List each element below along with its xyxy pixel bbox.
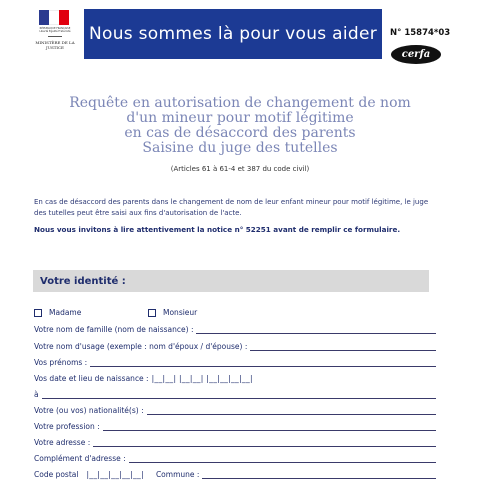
usage-name-row: [34, 341, 436, 351]
profession-label: Votre profession :: [34, 422, 100, 431]
madame-option[interactable]: [34, 308, 81, 317]
address-complement-row: [34, 453, 436, 463]
profession-row: [34, 421, 436, 431]
flag-red: [59, 10, 69, 25]
notice-text: Nous vous invitons à lire attentivement la notice n° 52251 avant de remplir ce formulaire.: [34, 225, 401, 234]
monsieur-option[interactable]: [148, 308, 197, 317]
ministry-name: MINISTÈRE DE LA JUSTICE: [35, 40, 75, 50]
postal-code-field[interactable]: |__|__|__|__|__|: [86, 470, 144, 479]
republic-name: RÉPUBLIQUE FRANÇAISE: [39, 27, 71, 30]
madame-label: Madame: [49, 308, 82, 317]
family-name-row: [34, 324, 436, 334]
birth-place-prefix: à: [34, 390, 39, 399]
title-line: d'un mineur pour motif légitime: [126, 110, 354, 126]
postal-code-label: Code postal: [34, 470, 79, 479]
republic-motto: Liberté Égalité Fraternité: [39, 30, 71, 33]
marianne-logo: [34, 8, 76, 62]
flag-white: [49, 10, 59, 25]
address-field[interactable]: [93, 439, 436, 447]
flag-blue: [39, 10, 49, 25]
family-name-label: Votre nom de famille (nom de naissance) :: [34, 325, 194, 334]
nationality-field[interactable]: [147, 407, 436, 415]
birth-label: Vos date et lieu de naissance :: [34, 374, 149, 383]
nationality-label: Votre (ou vos) nationalité(s) :: [34, 406, 144, 415]
monsieur-checkbox[interactable]: [148, 309, 156, 317]
commune-field[interactable]: [202, 471, 436, 479]
nationality-row: [34, 405, 436, 415]
cerfa-logo: cerfa: [391, 45, 441, 64]
monsieur-label: Monsieur: [163, 308, 198, 317]
address-label: Votre adresse :: [34, 438, 91, 447]
commune-label: Commune :: [155, 470, 200, 479]
section-header-identity: Votre identité :: [33, 270, 429, 292]
birth-place-field[interactable]: [42, 391, 436, 399]
title-line: Requête en autorisation de changement de nom: [69, 95, 411, 111]
first-names-field[interactable]: [90, 359, 436, 367]
first-names-label: Vos prénoms :: [34, 358, 88, 367]
usage-name-field[interactable]: [250, 343, 436, 351]
birth-date-field[interactable]: |__|__| |__|__| |__|__|__|__|: [151, 374, 253, 383]
intro-text: En cas de désaccord des parents dans le changement de nom de leur enfant mineur pour motif légitime, le juge des tutelles peut être saisi aux fins d'autorisation de l'acte.: [34, 198, 429, 217]
usage-name-label: Votre nom d'usage (exemple : nom d'époux / d'épouse) :: [34, 342, 248, 351]
help-banner: Nous sommes là pour vous aider: [84, 9, 382, 59]
form-title: [40, 96, 440, 156]
logo-divider: [48, 36, 62, 37]
madame-checkbox[interactable]: [34, 309, 42, 317]
postal-row: [34, 469, 436, 479]
family-name-field[interactable]: [196, 326, 436, 334]
legal-articles: (Articles 61 à 61-4 et 387 du code civil): [170, 165, 310, 173]
french-flag-icon: [39, 10, 69, 25]
address-complement-label: Complément d'adresse :: [34, 454, 126, 463]
profession-field[interactable]: [103, 423, 436, 431]
first-names-row: [34, 357, 436, 367]
title-line: en cas de désaccord des parents: [124, 125, 356, 141]
title-line: Saisine du juge des tutelles: [142, 140, 338, 156]
birth-place-row: [34, 389, 436, 399]
republic-text: [34, 27, 76, 33]
form-number: N° 15874*03: [390, 28, 451, 38]
address-complement-field[interactable]: [129, 455, 436, 463]
address-row: [34, 437, 436, 447]
birth-row: [34, 373, 436, 383]
